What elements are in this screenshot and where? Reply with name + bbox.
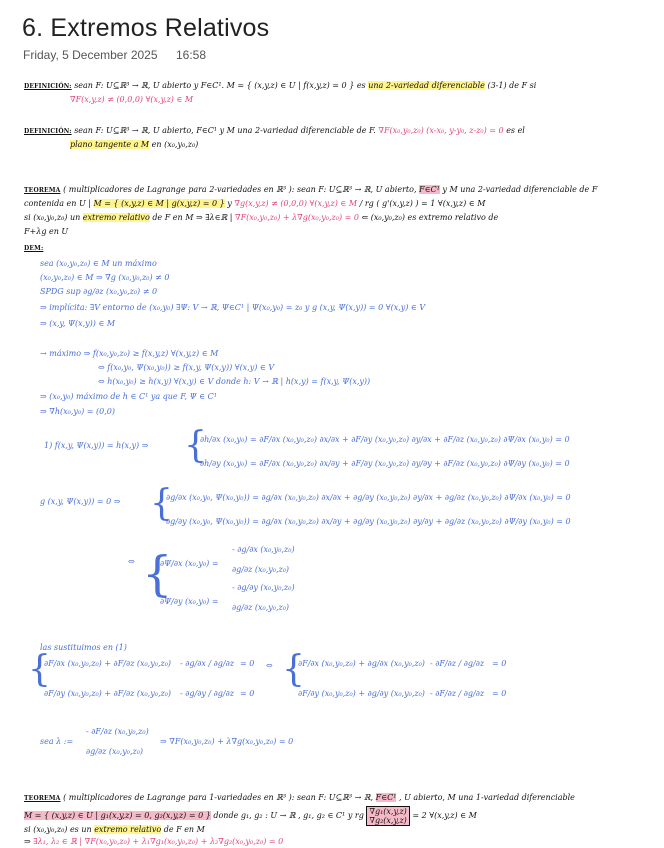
definition-1-line-1: [24, 80, 536, 92]
proof-line: ⇒ implícita: ∃V entorno de (x₀,y₀) ∃Ψ: V → ℝ, Ψ∈C¹ | Ψ(x₀,y₀) = z₀ y g (x,y, Ψ(x,y)) = 0 ∀(x,y) ∈ V: [40, 303, 426, 312]
fraction-numerator: - ∂g/∂x (x₀,y₀,z₀): [232, 545, 295, 554]
brace-glyph: {: [142, 546, 173, 602]
theorem-1-text-g: de F en M ⇒ ∃λ∈ℝ |: [152, 213, 233, 222]
equation-3-lhs: ⇔: [128, 557, 135, 566]
definition-2-line-2: [70, 139, 198, 150]
equation-3-row-2-lhs: ∂Ψ/∂y (x₀,y₀) =: [160, 597, 219, 606]
equation-3-row-1-lhs: ∂Ψ/∂x (x₀,y₀) =: [160, 559, 219, 568]
lambda-conclusion: ⇒ ∇F(x₀,y₀,z₀) + λ∇g(x₀,y₀,z₀) = 0: [160, 737, 294, 746]
fraction-denominator: ∂g/∂z (x₀,y₀,z₀): [232, 603, 290, 612]
theorem-1-line-4: F+λg en U: [24, 227, 69, 236]
highlight-yellow: plano tangente a M: [70, 140, 150, 149]
substitution-b-row-2-matrix: - ∂F/∂z / ∂g/∂z: [430, 689, 485, 698]
equation-1-row-1: ∂h/∂x (x₀,y₀) = ∂F/∂x (x₀,y₀,z₀) ∂x/∂x + ∂F/∂y (x₀,y₀,z₀) ∂y/∂x + ∂F/∂z (x₀,y₀,z₀) ∂Ψ/∂x (x₀,y₀) = 0: [200, 435, 570, 444]
substitution-a-row-2: ∂F/∂y (x₀,y₀,z₀) + ∂F/∂z (x₀,y₀,z₀): [44, 689, 172, 698]
theorem-2-text-a: ( multiplicadores de Lagrange para 1-variedades en ℝ³ ): sean F: U⊆ℝ³ → ℝ,: [63, 793, 374, 802]
theorem-2-line-4: [24, 836, 283, 847]
theorem-1-text-e: / rg ( g'(x,y,z) ) = 1 ∀(x,y,z) ∈ M: [359, 199, 486, 208]
equation-1-row-2: ∂h/∂y (x₀,y₀) = ∂F/∂x (x₀,y₀,z₀) ∂x/∂y + ∂F/∂y (x₀,y₀,z₀) ∂y/∂y + ∂F/∂z (x₀,y₀,z₀) ∂Ψ/∂y (x₀,y₀) = 0: [200, 459, 570, 468]
definition-2-text-a: sean F: U⊆ℝ³ → ℝ, U abierto, F∈C¹ y M una 2-variedad diferenciable de F.: [74, 126, 376, 135]
lagrange-condition-two: ∃λ₁, λ₂ ∈ ℝ | ∇F(x₀,y₀,z₀) + λ₁∇g₁(x₀,y₀,z₀) + λ₂∇g₂(x₀,y₀,z₀) = 0: [33, 837, 284, 846]
theorem-1-line-2: [24, 198, 485, 209]
theorem-2-line-2: [24, 806, 477, 826]
substitution-b-row-1-matrix: - ∂F/∂z / ∂g/∂z: [430, 659, 485, 668]
tangent-plane-equation: ∇F(x₀,y₀,z₀) (x-x₀, y-y₀, z-z₀) = 0: [378, 126, 504, 135]
definition-label: DEFINICIÓN:: [24, 83, 72, 90]
proof-line: SPDG sup ∂g/∂z (x₀,y₀,z₀) ≠ 0: [40, 287, 158, 296]
highlight-yellow: M = { (x,y,z) ∈ M | g(x,y,z) = 0 }: [93, 199, 225, 208]
lambda-definition: sea λ :=: [40, 737, 74, 746]
theorem-1-text-c: contenida en U |: [24, 199, 91, 208]
proof-line: sea (x₀,y₀,z₀) ∈ M un máximo: [40, 259, 157, 268]
definition-2-text-c: en (x₀,y₀,z₀): [151, 140, 199, 149]
theorem-1-line-1: [24, 184, 597, 196]
proof-line: ⇒ (x,y, Ψ(x,y)) ∈ M: [40, 319, 116, 328]
substitution-a-row-2-matrix: - ∂g/∂y / ∂g/∂z: [180, 689, 234, 698]
highlight-pink: F∈C¹: [375, 793, 397, 802]
substitution-intro: las sustituimos en (1): [40, 643, 127, 652]
theorem-2-text-g: de F en M: [163, 825, 205, 834]
proof-line: ⇔ f(x₀,y₀, Ψ(x₀,y₀)) ≥ f(x,y, Ψ(x,y)) ∀(x,y) ∈ V: [98, 363, 275, 372]
definition-2-line-1: [24, 125, 525, 137]
definition-label: DEFINICIÓN:: [24, 128, 72, 135]
highlight-yellow: extremo relativo: [82, 213, 150, 222]
page-date: Friday, 5 December 2025: [23, 48, 158, 62]
proof-line: (x₀,y₀,z₀) ∈ M ⇒ ∇g (x₀,y₀,z₀) ≠ 0: [40, 273, 170, 282]
proof-line: ⇒ ∇h(x₀,y₀) = (0,0): [40, 407, 115, 416]
page-time: 16:58: [176, 48, 207, 62]
proof-line: ⇒ (x₀,y₀) máximo de h ∈ C¹ ya que F, Ψ ∈ C¹: [40, 392, 217, 401]
definition-1-line-2: ∇F(x,y,z) ≠ (0,0,0) ∀(x,y,z) ∈ M: [70, 95, 194, 104]
theorem-label: TEOREMA: [24, 795, 61, 802]
fraction-numerator: - ∂F/∂z (x₀,y₀,z₀): [86, 727, 149, 736]
equation-2-lhs: g (x,y, Ψ(x,y)) = 0 ⇒: [40, 497, 121, 506]
highlight-yellow: extremo relativo: [94, 825, 162, 834]
fraction-denominator: ∂g/∂z (x₀,y₀,z₀): [232, 565, 290, 574]
fraction-numerator: - ∂g/∂y (x₀,y₀,z₀): [232, 583, 295, 592]
theorem-1-text-f: si (x₀,y₀,z₀) un: [24, 213, 81, 222]
substitution-equivalence: ⇔: [266, 661, 273, 670]
theorem-2-text-d: y rg: [347, 811, 364, 820]
fraction-denominator: ∂g/∂z (x₀,y₀,z₀): [86, 747, 144, 756]
equation-2-row-2: ∂g/∂y (x₀,y₀, Ψ(x₀,y₀)) = ∂g/∂x (x₀,y₀,z₀) ∂x/∂y + ∂g/∂y (x₀,y₀,z₀) ∂y/∂y + ∂g/∂z (x₀,y₀,z₀) ∂Ψ/∂y (x₀,y₀) = 0: [166, 517, 571, 526]
brace-glyph: {: [282, 649, 305, 690]
theorem-1-text-h: ⇐ (x₀,y₀,z₀) es extremo relativo de: [361, 213, 499, 222]
substitution-b-row-1: ∂F/∂x (x₀,y₀,z₀) + ∂g/∂x (x₀,y₀,z₀): [298, 659, 425, 668]
theorem-2-text-f: si (x₀,y₀,z₀) es un: [24, 825, 92, 834]
brace-glyph: {: [150, 483, 173, 524]
theorem-2-text-b: , U abierto, M una 1-variedad diferenciable: [399, 793, 575, 802]
substitution-a-row-2-result: = 0: [240, 689, 255, 698]
theorem-1-text-b: y M una 2-variedad diferenciable de F: [442, 185, 598, 194]
brace-glyph: {: [184, 425, 207, 466]
substitution-b-row-2: ∂F/∂y (x₀,y₀,z₀) + ∂g/∂y (x₀,y₀,z₀): [298, 689, 425, 698]
lagrange-condition: ∇F(x₀,y₀,z₀) + λ∇g(x₀,y₀,z₀) = 0: [234, 213, 359, 222]
proof-line: ⇔ h(x₀,y₀) ≥ h(x,y) ∀(x,y) ∈ V donde h: V → ℝ | h(x,y) = f(x,y, Ψ(x,y)): [98, 377, 371, 386]
proof-line: → máximo ⇒ f(x₀,y₀,z₀) ≥ f(x,y,z) ∀(x,y,z) ∈ M: [40, 349, 219, 358]
highlight-pink: M = { (x,y,z) ∈ U | g₁(x,y,z) = 0, g₂(x,y,z) = 0 }: [24, 811, 211, 820]
theorem-2-text-h: ⇒: [24, 837, 31, 846]
theorem-2-line-1: [24, 792, 575, 804]
theorem-2-text-e: = 2 ∀(x,y,z) ∈ M: [412, 811, 477, 820]
substitution-a-row-1-matrix: - ∂g/∂x / ∂g/∂z: [180, 659, 234, 668]
highlight-pink: F∈C¹: [419, 185, 440, 194]
theorem-2-line-3: [24, 824, 205, 835]
definition-1-text-a: sean F: U⊆ℝ³ → ℝ, U abierto y F∈C¹. M = { (x,y,z) ∈ U | f(x,y,z) = 0 } es: [74, 81, 366, 90]
equation-2-row-1: ∂g/∂x (x₀,y₀, Ψ(x₀,y₀)) = ∂g/∂x (x₀,y₀,z₀) ∂x/∂x + ∂g/∂y (x₀,y₀,z₀) ∂y/∂x + ∂g/∂z (x₀,y₀,z₀) ∂Ψ/∂x (x₀,y₀) = 0: [166, 493, 571, 502]
theorem-1-text-a: ( multiplicadores de Lagrange para 2-variedades en ℝ³ ): sean F: U⊆ℝ³ → ℝ, U abierto,: [63, 185, 417, 194]
substitution-b-row-2-result: = 0: [492, 689, 507, 698]
theorem-1-text-d: y: [227, 199, 232, 208]
substitution-a-row-1: ∂F/∂x (x₀,y₀,z₀) + ∂F/∂z (x₀,y₀,z₀): [44, 659, 172, 668]
brace-glyph: {: [28, 649, 51, 690]
highlight-yellow: una 2-variedad diferenciable: [368, 81, 485, 90]
theorem-label: TEOREMA: [24, 187, 61, 194]
definition-2-text-b: es el: [506, 126, 525, 135]
theorem-1-line-3: [24, 212, 498, 223]
gradient-condition: ∇g(x,y,z) ≠ (0,0,0) ∀(x,y,z) ∈ M: [234, 199, 358, 208]
definition-1-text-b: (3-1) de F si: [487, 81, 537, 90]
substitution-a-row-1-result: = 0: [240, 659, 255, 668]
proof-label: DEM:: [24, 245, 44, 252]
page-title: 6. Extremos Relativos: [22, 14, 270, 42]
substitution-b-row-1-result: = 0: [492, 659, 507, 668]
rank-matrix: ∇g₁(x,y,z) ∇g₂(x,y,z): [366, 806, 409, 826]
theorem-2-text-c: donde g₁, g₂ : U → ℝ , g₁, g₂ ∈ C¹: [213, 811, 346, 820]
equation-1-lhs: 1) f(x,y, Ψ(x,y)) = h(x,y) ⇒: [44, 441, 149, 450]
